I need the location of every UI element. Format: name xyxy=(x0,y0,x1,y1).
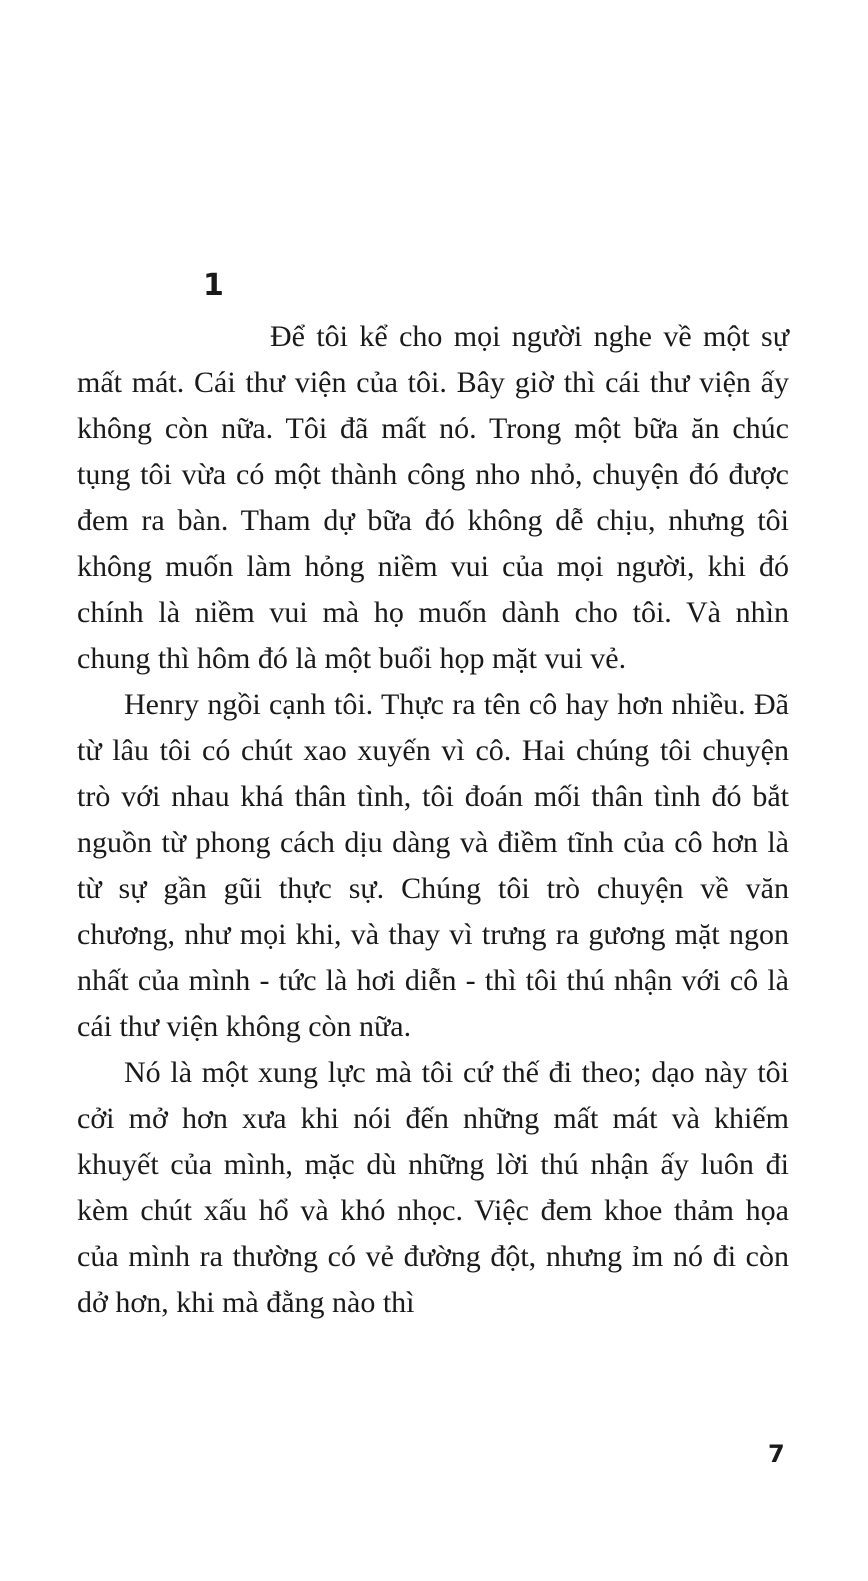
page-number: 7 xyxy=(768,1440,785,1468)
paragraph-3: Nó là một xung lực mà tôi cứ thế đi theo; dạo này tôi cởi mở hơn xưa khi nói đến những mất mát và khiếm khuyết của mình, mặc dù những lời thú nhận ấy luôn đi kèm chút xấu hổ và khó nhọc. Việc đem khoe thảm họa của mình ra thường có vẻ đường đột, nhưng ỉm nó đi còn dở hơn, khi mà đằng nào thì xyxy=(77,1056,789,1319)
chapter-number: 1 xyxy=(203,268,224,303)
chapter-body xyxy=(77,314,789,1326)
paragraph-1: Để tôi kể cho mọi người nghe về một sự mất mát. Cái thư viện của tôi. Bây giờ thì cái thư viện ấy không còn nữa. Tôi đã mất nó. Trong một bữa ăn chúc tụng tôi vừa có một thành công nho nhỏ, chuyện đó được đem ra bàn. Tham dự bữa đó không dễ chịu, nhưng tôi không muốn làm hỏng niềm vui của mọi người, khi đó chính là niềm vui mà họ muốn dành cho tôi. Và nhìn chung thì hôm đó là một buổi họp mặt vui vẻ. xyxy=(77,320,789,675)
paragraph-2: Henry ngồi cạnh tôi. Thực ra tên cô hay hơn nhiều. Đã từ lâu tôi có chút xao xuyến vì cô. Hai chúng tôi chuyện trò với nhau khá thân tình, tôi đoán mối thân tình đó bắt nguồn từ phong cách dịu dàng và điềm tĩnh của cô hơn là từ sự gần gũi thực sự. Chúng tôi trò chuyện về văn chương, như mọi khi, và thay vì trưng ra gương mặt ngon nhất của mình - tức là hơi diễn - thì tôi thú nhận với cô là cái thư viện không còn nữa. xyxy=(77,688,789,1043)
